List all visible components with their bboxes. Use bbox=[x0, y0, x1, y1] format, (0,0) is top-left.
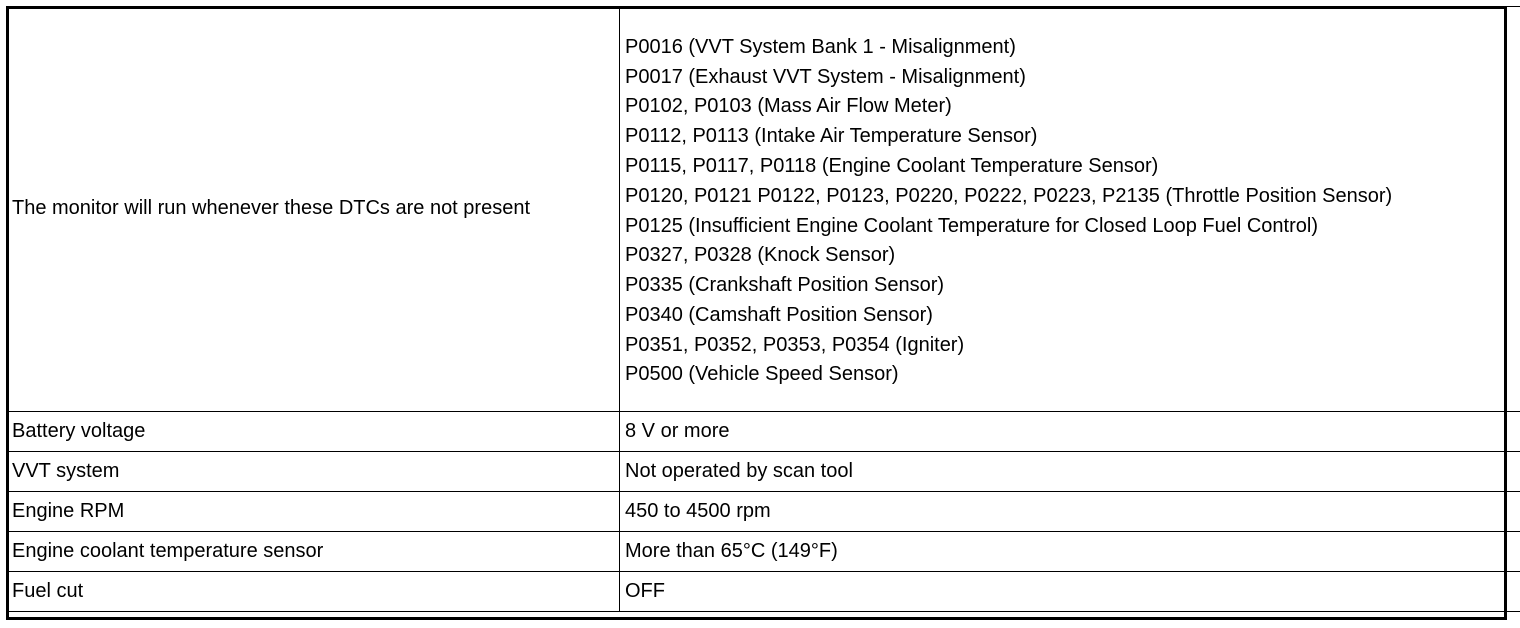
dtc-item: P0115, P0117, P0118 (Engine Coolant Temperature Sensor) bbox=[625, 154, 1159, 177]
dtc-item: P0327, P0328 (Knock Sensor) bbox=[625, 244, 896, 267]
value-cell: 8 V or more bbox=[620, 412, 1520, 452]
dtc-item: P0335 (Crankshaft Position Sensor) bbox=[625, 274, 945, 297]
value-cell: More than 65°C (149°F) bbox=[620, 532, 1520, 572]
condition-cell: Engine RPM bbox=[7, 492, 620, 532]
value-cell: OFF bbox=[620, 572, 1520, 612]
condition-cell: Fuel cut bbox=[7, 572, 620, 612]
condition-cell: Battery voltage bbox=[7, 412, 620, 452]
dtc-item: P0351, P0352, P0353, P0354 (Igniter) bbox=[625, 333, 965, 356]
dtc-item: P0125 (Insufficient Engine Coolant Temperature for Closed Loop Fuel Control) bbox=[625, 214, 1318, 237]
dtc-item: P0340 (Camshaft Position Sensor) bbox=[625, 303, 933, 326]
condition-cell: The monitor will run whenever these DTCs are not present bbox=[7, 7, 620, 412]
dtc-item: P0102, P0103 (Mass Air Flow Meter) bbox=[625, 95, 952, 118]
condition-cell: VVT system bbox=[7, 452, 620, 492]
dtc-item: P0500 (Vehicle Speed Sensor) bbox=[625, 363, 899, 386]
table-outer-border bbox=[6, 6, 1507, 620]
condition-cell: Engine coolant temperature sensor bbox=[7, 532, 620, 572]
dtc-item: P0016 (VVT System Bank 1 - Misalignment) bbox=[625, 35, 1016, 58]
dtc-item: P0112, P0113 (Intake Air Temperature Sensor) bbox=[625, 125, 1038, 148]
value-cell: Not operated by scan tool bbox=[620, 452, 1520, 492]
value-cell: 450 to 4500 rpm bbox=[620, 492, 1520, 532]
dtc-item: P0017 (Exhaust VVT System - Misalignment) bbox=[625, 65, 1026, 88]
dtc-item: P0120, P0121 P0122, P0123, P0220, P0222, P0223, P2135 (Throttle Position Sensor) bbox=[625, 184, 1393, 207]
